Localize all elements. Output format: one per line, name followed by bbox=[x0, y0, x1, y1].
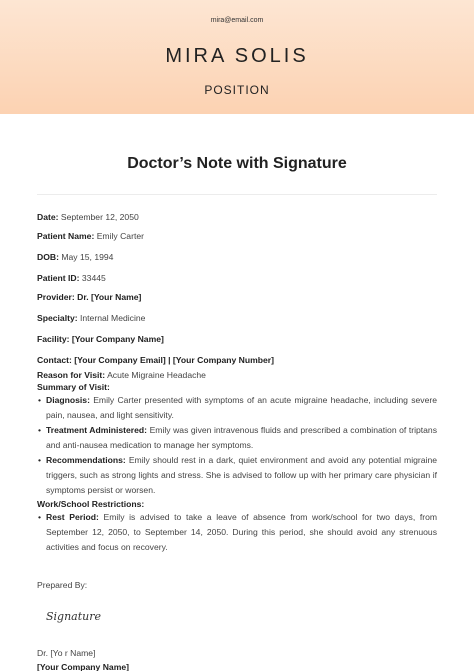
field-date-label: Date: bbox=[37, 212, 59, 222]
field-specialty bbox=[37, 312, 437, 324]
restrictions-heading: Work/School Restrictions: bbox=[37, 499, 145, 509]
summary-list bbox=[37, 393, 437, 498]
field-date-value: September 12, 2050 bbox=[60, 212, 139, 222]
field-reason-label: Reason for Visit: bbox=[37, 370, 106, 380]
field-contact-label: Contact: [Your Company Email] | [Your Company Number] bbox=[37, 355, 274, 365]
document-body bbox=[37, 211, 437, 555]
field-patient-name-value: Emily Carter bbox=[96, 231, 144, 241]
summary-item-text: Emily Carter presented with symptoms of an acute migraine headache, including severe pain, nausea, and light sensitivity. bbox=[46, 395, 437, 420]
field-specialty-label: Specialty: bbox=[37, 313, 78, 323]
header-email: mira@email.com bbox=[210, 17, 264, 24]
summary-item-label: Diagnosis: bbox=[46, 395, 90, 405]
header-banner bbox=[0, 0, 474, 114]
field-patient-id-label: Patient ID: bbox=[37, 273, 80, 283]
field-patient-name-label: Patient Name: bbox=[37, 231, 95, 241]
field-contact bbox=[37, 354, 437, 366]
field-provider bbox=[37, 291, 437, 303]
field-patient-id bbox=[37, 272, 437, 284]
field-specialty-value: Internal Medicine bbox=[80, 313, 146, 323]
field-dob bbox=[37, 251, 437, 263]
field-reason-value: Acute Migraine Headache bbox=[107, 370, 206, 380]
field-facility bbox=[37, 333, 437, 345]
header-position: POSITION bbox=[204, 83, 270, 97]
list-item bbox=[37, 393, 437, 423]
summary-item-label: Treatment Administered: bbox=[46, 425, 148, 435]
title-divider bbox=[37, 194, 437, 195]
list-item bbox=[37, 453, 437, 498]
restrictions-list bbox=[37, 510, 437, 555]
field-patient-name bbox=[37, 230, 437, 242]
doctor-name: Dr. [Yo r Name] bbox=[37, 648, 96, 658]
header-name: MIRA SOLIS bbox=[165, 45, 309, 67]
restriction-item-label: Rest Period: bbox=[46, 512, 99, 522]
field-facility-label: Facility: [Your Company Name] bbox=[37, 334, 164, 344]
summary-item-text: Emily was given intravenous fluids and prescribed a combination of triptans and anti-nausea medication to manage her symptoms. bbox=[46, 425, 437, 450]
document-title: Doctor’s Note with Signature bbox=[127, 155, 347, 172]
list-item bbox=[37, 510, 437, 555]
field-patient-id-value: 33445 bbox=[81, 273, 106, 283]
summary-heading: Summary of Visit: bbox=[37, 382, 110, 392]
prepared-by-label: Prepared By: bbox=[37, 580, 88, 590]
field-reason bbox=[37, 369, 437, 381]
field-dob-label: DOB: bbox=[37, 252, 59, 262]
summary-item-label: Recommendations: bbox=[46, 455, 126, 465]
summary-item-text: Emily should rest in a dark, quiet environment and avoid any potential migraine triggers, such as strong lights and stress. She is advised to follow up with her primary care physician if symptoms persist or worsen. bbox=[46, 455, 437, 495]
signature: Signature bbox=[46, 610, 102, 623]
field-dob-value: May 15, 1994 bbox=[61, 252, 114, 262]
restriction-item-text: Emily is advised to take a leave of absence from work/school for two days, from September 12, 2050, to September 14, 2050. During this period, she should avoid any strenuous activities and focus on recovery. bbox=[46, 512, 438, 552]
field-provider-label: Provider: Dr. [Your Name] bbox=[37, 292, 142, 302]
list-item bbox=[37, 423, 437, 453]
company-name: [Your Company Name] bbox=[37, 662, 129, 671]
field-date bbox=[37, 211, 437, 223]
